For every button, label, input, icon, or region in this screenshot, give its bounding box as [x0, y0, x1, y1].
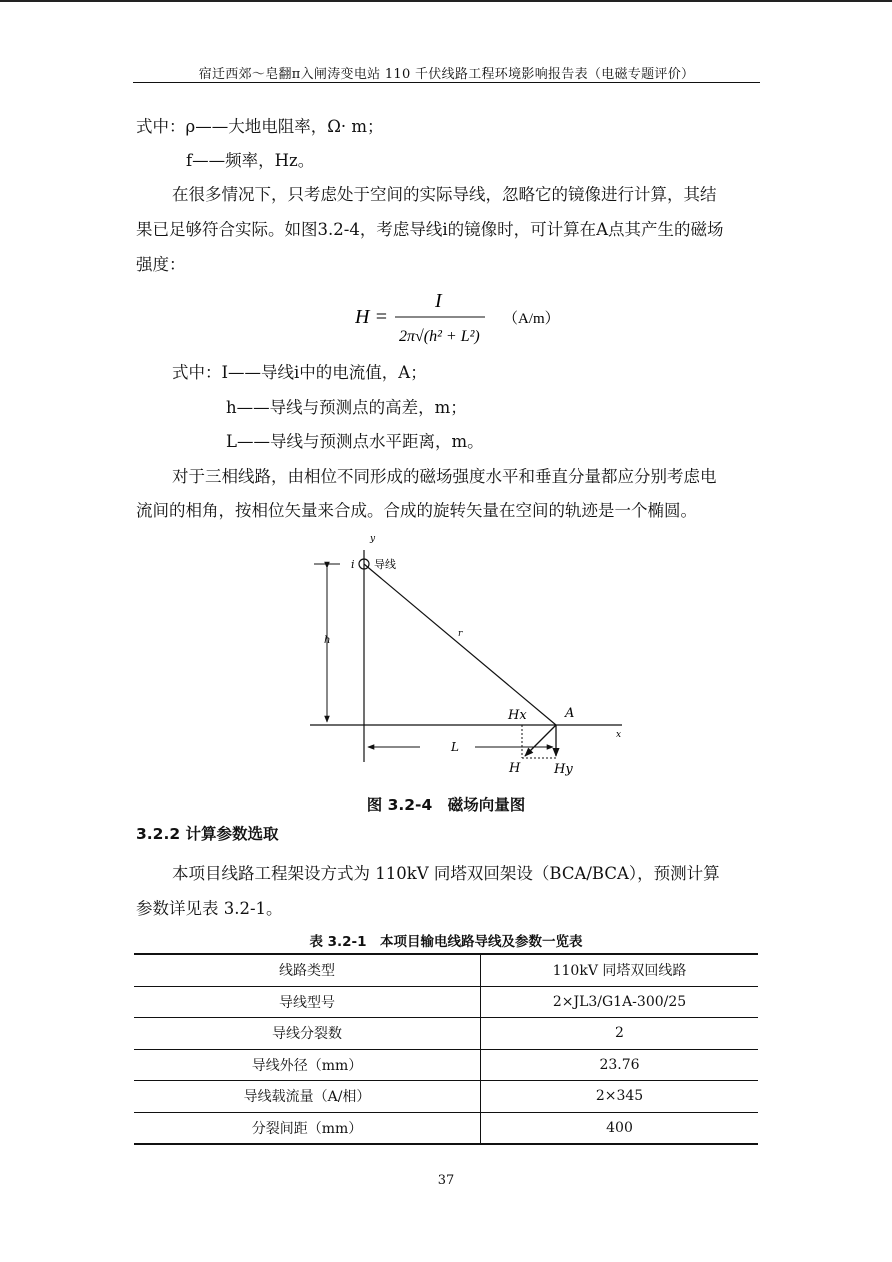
parameter-table [134, 953, 758, 1145]
section-heading: 3.2.2 计算参数选取 [136, 825, 279, 843]
table-cell-value: 110kV 同塔双回线路 [481, 954, 759, 986]
table-row [134, 1112, 758, 1144]
table-cell-value: 2×JL3/G1A-300/25 [481, 986, 759, 1018]
formula-numerator: I [435, 290, 442, 312]
magnetic-field-formula [355, 288, 585, 353]
table-row [134, 986, 758, 1018]
page-number: 37 [437, 1173, 455, 1188]
page-top-border [0, 0, 892, 2]
H-vector [525, 725, 556, 756]
L-label: L [451, 740, 459, 754]
table-row [134, 1081, 758, 1113]
figure-caption: 图 3.2-4 磁场向量图 [366, 796, 526, 814]
definition-f: f——频率，Hz。 [186, 151, 315, 170]
running-header: 宿迁西郊～皂翻π入闸涛变电站 110 千伏线路工程环境影响报告表（电磁专题评价） [198, 67, 695, 82]
y-axis-label: y [370, 534, 376, 544]
table-cell-value: 2×345 [481, 1081, 759, 1113]
definition-I: 式中：I——导线i中的电流值，A； [172, 363, 427, 382]
section-paragraph-line-2: 参数详见表 3.2-1。 [136, 899, 283, 918]
x-axis-label: x [616, 730, 622, 740]
paragraph-1-line-2: 果已足够符合实际。如图3.2-4，考虑导线i的镜像时，可计算在A点其产生的磁场 [136, 220, 724, 239]
table-cell-label: 分裂间距（mm） [134, 1112, 481, 1144]
r-label: r [458, 629, 463, 639]
conductor-i-label: i [351, 558, 355, 571]
section-paragraph-line-1: 本项目线路工程架设方式为 110kV 同塔双回架设（BCA/BCA），预测计算 [172, 864, 720, 883]
paragraph-1-line-1: 在很多情况下，只考虑处于空间的实际导线，忽略它的镜像进行计算，其结 [172, 185, 717, 204]
table-caption: 表 3.2-1 本项目输电线路导线及参数一览表 [309, 934, 583, 950]
table-cell-label: 导线型号 [134, 986, 481, 1018]
Hy-label: Hy [554, 762, 573, 777]
table-cell-label: 导线载流量（A/相） [134, 1081, 481, 1113]
table-row [134, 1018, 758, 1050]
paragraph-1-line-3: 强度： [136, 255, 186, 274]
table-cell-label: 线路类型 [134, 954, 481, 986]
paragraph-2-line-2: 流间的相角，按相位矢量来合成。合成的旋转矢量在空间的轨迹是一个椭圆。 [136, 501, 697, 520]
conductor-label: 导线 [374, 558, 396, 571]
H-label: H [509, 761, 521, 776]
definition-h: h——导线与预测点的高差，m； [226, 398, 467, 417]
table-cell-label: 导线外径（mm） [134, 1049, 481, 1081]
header-rule [133, 82, 760, 83]
paragraph-2-line-1: 对于三相线路，由相位不同形成的磁场强度水平和垂直分量都应分别考虑电 [172, 467, 717, 486]
definition-rho: 式中：ρ——大地电阻率，Ω· m； [136, 117, 384, 136]
point-A-label: A [565, 706, 575, 721]
table-cell-label: 导线分裂数 [134, 1018, 481, 1050]
table-row [134, 1049, 758, 1081]
formula-denominator: 2π√(h² + L²) [399, 328, 480, 345]
magnetic-vector-diagram [300, 530, 640, 785]
table-cell-value: 23.76 [481, 1049, 759, 1081]
Hx-label: Hx [508, 708, 527, 723]
formula-svg [355, 288, 585, 348]
h-label: h [324, 635, 331, 646]
formula-unit: （A/m） [503, 311, 560, 327]
table-cell-value: 400 [481, 1112, 759, 1144]
formula-lhs: H = [355, 306, 388, 328]
r-line [364, 564, 556, 725]
table-cell-value: 2 [481, 1018, 759, 1050]
table-row [134, 954, 758, 986]
definition-L: L——导线与预测点水平距离，m。 [226, 432, 484, 451]
